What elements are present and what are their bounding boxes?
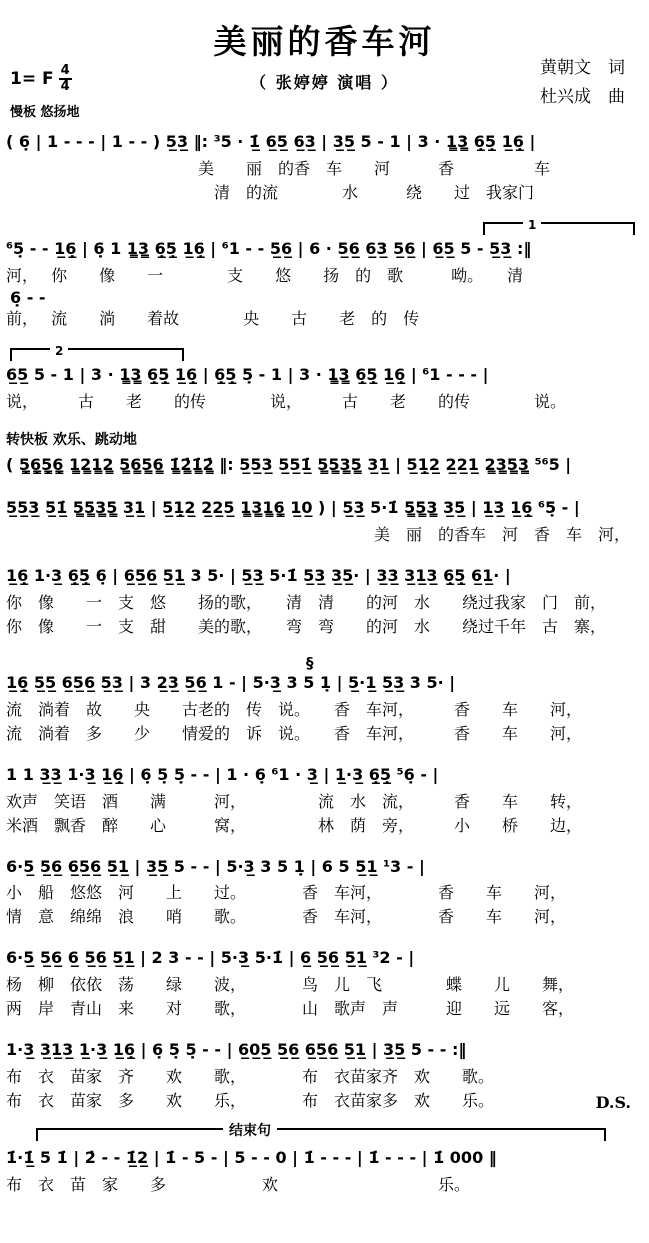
notation-line: 1̲6̣̲ 5̲5̲ 6̲5̲6̲ 5̲3̲ | 3 2̲3̲ 5̲6̲ 1 - | 5·3̲ 3 5 1̣ | 5̲·1̲ 5̲3̲ 3 5· | xyxy=(6,672,456,692)
volta-number: 2 xyxy=(50,344,68,358)
score-system xyxy=(6,853,643,930)
score-system xyxy=(6,654,643,746)
score-system xyxy=(6,1036,643,1113)
score-system xyxy=(6,1122,643,1197)
lyric-line: 米酒 飘香 醉 心 窝， 林 荫 旁， 小 桥 边， xyxy=(6,815,583,835)
lyric-line: 美 丽 的香车 河 香 车 河， xyxy=(6,525,631,545)
notation-line: ( 5̣̳6̣̳5̣̳6̣̳ 1̳2̳1̳2̳ 5̳6̳5̳6̳ 1̳̇2̳̇1̳̇2̳̇ ‖: 5̲5̲3̲ 5̲5̲1̲̇ 5̳5̳3̳5̳ 3̲1̲ | 5̲1̣̲2̲ 2̲2̲1̲ 2̳3̳5̳3̳ ⁵⁶5 | xyxy=(6,454,572,474)
notation-line: 1̇·1̲̇ 5 1̇ | 2̇ - - 1̲̇2̲ | 1̇ - 5 - | 5 - - 0 | 1̇ - - - | 1̇ - - - | 1̇ 000 ‖ xyxy=(6,1147,497,1167)
time-signature-numerator: 4 xyxy=(60,63,70,78)
performer-note: （ 张婷婷 演唱 ） xyxy=(250,73,399,92)
lyric-line: 流 淌着 多 少 情爱的 诉 说。 香 车河， 香 车 河， xyxy=(6,723,583,743)
ending-phrase-bracket xyxy=(36,1122,606,1141)
score-body xyxy=(0,124,649,1197)
score-system xyxy=(6,343,643,414)
notation-line: 1 1 3̲3̲ 1·3̲ 1̲6̣̲ | 6̣ 5̣ 5̣ - - | 1 · 6̣ ⁶1 · 3̲ | 1̲·3̲ 6̣̲5̣̲ ⁵6̣ - | xyxy=(6,764,439,784)
score-system xyxy=(6,494,643,547)
notation-line: ⁶5̣ - - 1̲6̣̲ | 6̣ 1 1̳3̳ 6̣̲5̣̲ 1̲6̣̲ | ⁶1 - - 5̲6̲ | 6 · 5̲6̲ 6̲3̲ 5̲6̲ | 6̲5̲ 5 - 5̲3̲ :‖ xyxy=(6,238,532,258)
ds-marking: D.S. xyxy=(595,1092,631,1112)
tempo-change-marking: 转快板 欢乐、跳动地 xyxy=(6,431,137,448)
volta-bracket xyxy=(10,343,184,361)
notation-line: 1̲6̣̲ 1·3̲ 6̣̲5̣̲ 6̣ | 6̲5̲6̲ 5̲1̲ 3 5· | 5̲3̲ 5·1̇ 5̲3̲ 3̲5̲· | 3̲3̲ 3̲1̲3̲ 6̣̲5̣̲ 6̲1̲· | xyxy=(6,566,511,586)
notation-line: 5̲5̲3̲ 5̲1̲̇ 5̳5̳3̳5̳ 3̲1̲ | 5̲1̣̲2̲ 2̲2̲5̲ 1̳3̳1̳6̣̳ 1̲0̲ ) | 5̲3̲ 5·1̇ 5̳5̳3̳ 3̲5̲ | 1̲3̲ 1̲6̣̲ ⁶5̣ - | xyxy=(6,498,580,518)
lyric-line: 情 意 绵绵 浪 哨 歌。 香 车河， 香 车 河， xyxy=(6,907,567,927)
notation-line: 1·3̲ 3̲1̲3̲ 1̲·3̲ 1̲6̣̲ | 6̣ 5̣ 5̣ - - | 6̲0̲5̲ 5̲6̲ 6̲5̲6̲ 5̲1̲ | 3̲5̲ 5 - - :‖ xyxy=(6,1040,467,1060)
lyricist-credit: 黄朝文 词 xyxy=(540,58,625,78)
time-signature-denominator: 4 xyxy=(60,78,70,94)
composer-credit: 杜兴成 曲 xyxy=(540,86,625,107)
segno-icon: § xyxy=(306,653,314,672)
lyric-line: 两 岸 青山 来 对 歌， 山 歌声 声 迎 远 客， xyxy=(6,999,575,1019)
tempo-marking: 慢板 悠扬地 xyxy=(10,105,80,120)
lyric-line: 流 淌着 故 央 古老的 传 说。 香 车河， 香 车 河， xyxy=(6,699,583,719)
lyric-line: 说， 古 老 的传 说， 古 老 的传 说。 xyxy=(6,391,567,411)
notation-line: 6·5̲ 5̲6̲ 6̲ 5̲6̲ 5̲1̲ | 2 3 - - | 5·3̲ 5·1̇ | 6̲ 5̲6̲ 5̲1̲ ³2 - | xyxy=(6,948,415,968)
lyric-line: 欢声 笑语 酒 满 河， 流 水 流， 香 车 转， xyxy=(6,791,583,811)
lyric-line: 河， 你 像 一 支 悠 扬 的 歌 呦。 清 xyxy=(6,265,524,285)
score-header xyxy=(0,0,649,124)
notation-fragment: 6̣ - - xyxy=(10,287,46,307)
time-signature xyxy=(59,64,72,93)
ending-phrase-label: 结束句 xyxy=(223,1120,277,1140)
lyric-line: 你 像 一 支 悠 扬的歌， 清 清 的河 水 绕过我家 门 前， xyxy=(6,592,607,612)
lyric-line: 布 衣 苗家 多 欢 乐， 布 衣苗家多 欢 乐。 xyxy=(6,1090,495,1110)
lyric-line: 布 衣 苗家 齐 欢 歌， 布 衣苗家齐 欢 歌。 xyxy=(6,1066,495,1086)
key-signature xyxy=(10,64,72,93)
lyric-line: 布 衣 苗 家 多 欢 乐。 xyxy=(6,1174,471,1194)
lyric-line: 杨 柳 依依 荡 绿 波， 鸟 儿 飞 蝶 儿 舞， xyxy=(6,975,575,995)
lyric-line: 清 的流 水 绕 过 我家门 xyxy=(6,182,535,202)
credits-block xyxy=(540,54,625,112)
notation-line: 6·5̲ 5̲6̲ 6̲5̲6̲ 5̲1̲ | 3̲5̲ 5 - - | 5·3̲ 3 5 1̣ | 6 5 5̲1̲ ¹3 - | xyxy=(6,856,425,876)
score-system xyxy=(6,761,643,838)
lyric-line: 美 丽 的香 车 河 香 车 xyxy=(6,158,551,178)
score-system xyxy=(6,429,643,480)
volta-bracket xyxy=(483,217,635,235)
notation-line: 6̲5̲ 5 - 1 | 3 · 1̳3̳ 6̣̲5̣̲ 1̲6̣̲ | 6̣̲5̣̲ 5̣ - 1 | 3 · 1̳3̳ 6̣̲5̣̲ 1̲6̣̲ | ⁶1 - - - | xyxy=(6,364,489,384)
score-system xyxy=(6,128,643,205)
score-system xyxy=(6,217,643,331)
score-system xyxy=(6,944,643,1021)
lyric-line: 前， 流 淌 着故 央 古 老 的 传 xyxy=(6,308,420,328)
volta-number: 1 xyxy=(523,218,541,232)
song-title: 美丽的香车河 xyxy=(213,22,436,61)
key-signature-text: 1= F xyxy=(10,68,54,89)
lyric-line: 你 像 一 支 甜 美的歌， 弯 弯 的河 水 绕过千年 古 寨， xyxy=(6,616,607,636)
score-system xyxy=(6,562,643,639)
lyric-line: 小 船 悠悠 河 上 过。 香 车河， 香 车 河， xyxy=(6,883,567,903)
notation-line: ( 6̣ | 1 - - - | 1 - - ) 5̲3̲ ‖: ³5 · 1̲̇ 6̲5̲ 6̲3̲ | 3̲5̲ 5 - 1 | 3 · 1̳3̳ 6̣̲5̣̲ 1̲6̣̲ | xyxy=(6,132,536,151)
